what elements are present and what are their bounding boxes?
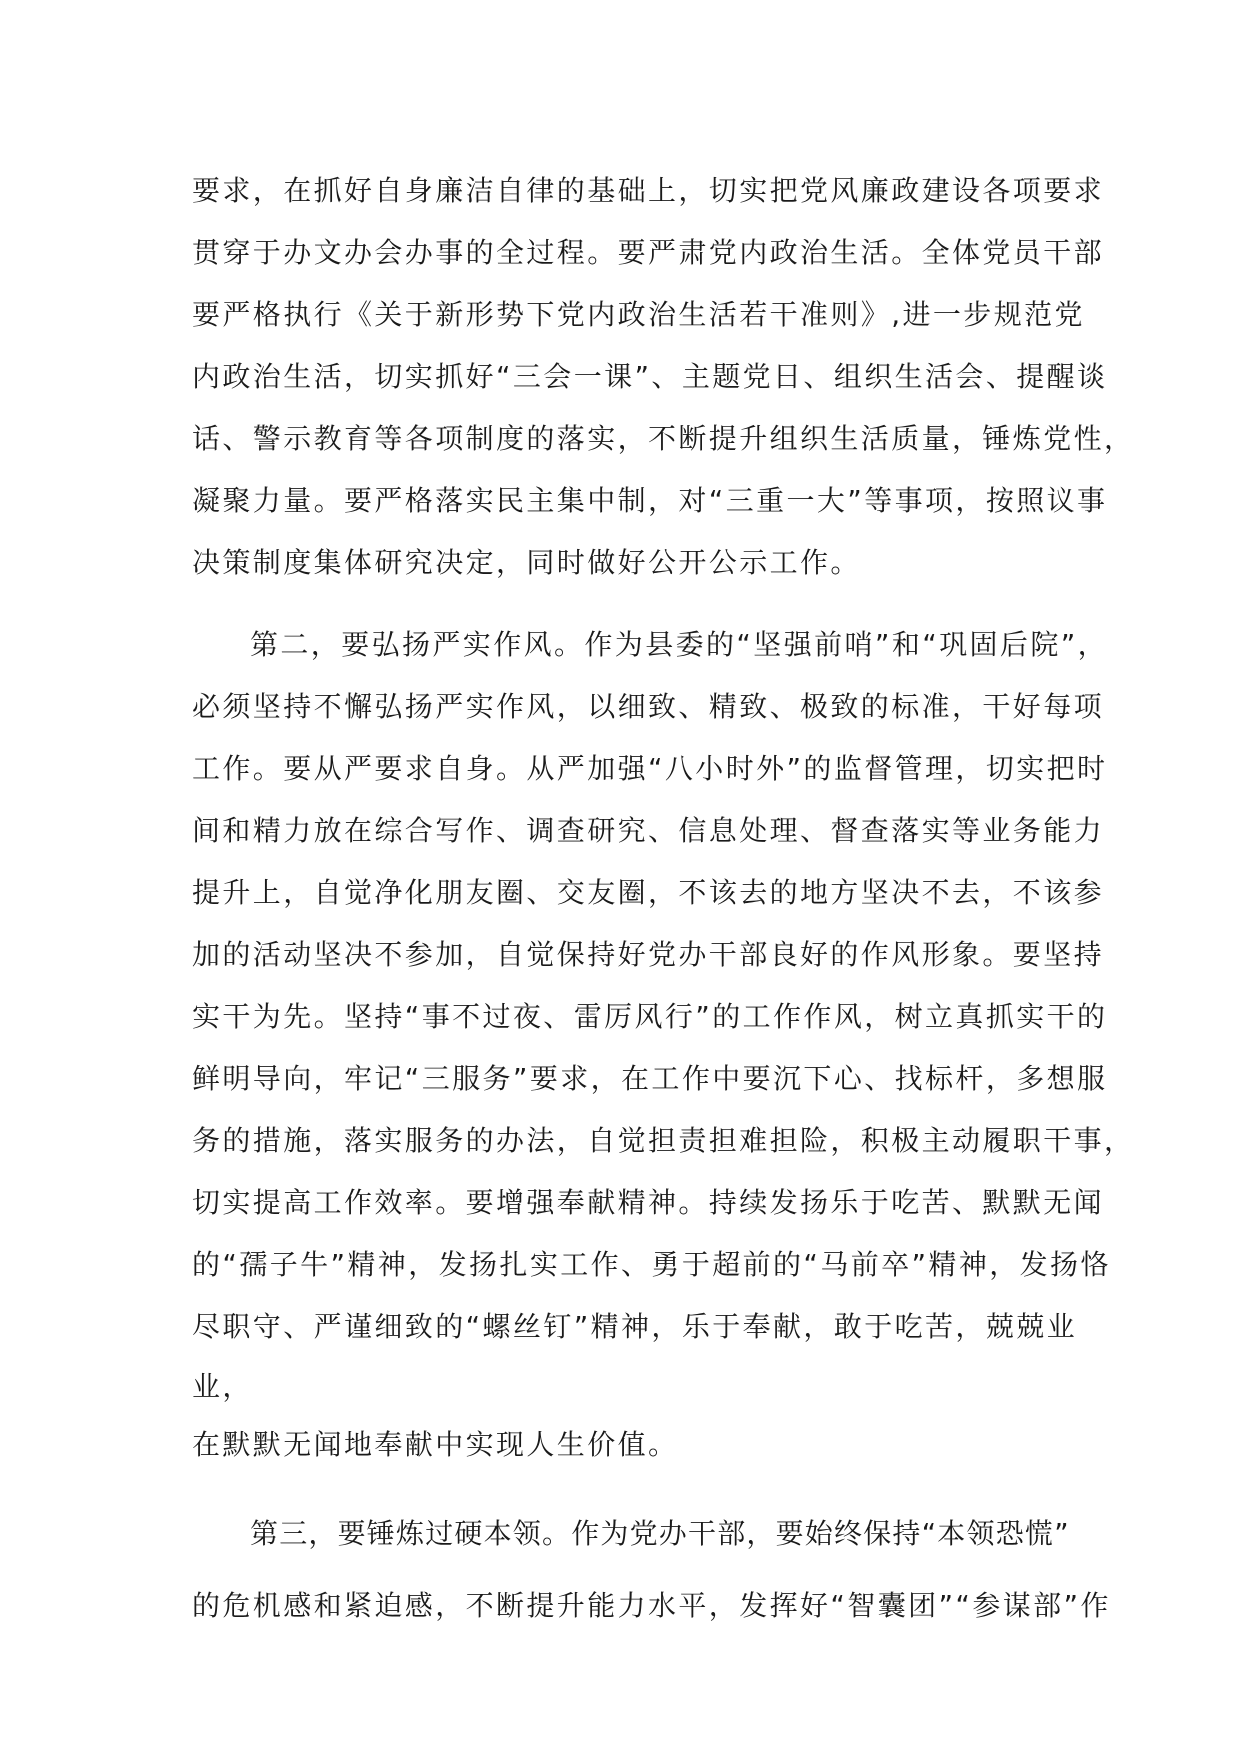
text-line: 的“孺子牛”精神，发扬扎实工作、勇于超前的“马前卒”精神，发扬恪 [192,1248,1111,1281]
paragraph [192,1498,1111,1642]
text-line: 的危机感和紧迫感，不断提升能力水平，发挥好“智囊团”“参谋部”作 [192,1589,1111,1622]
text-line: 在默默无闻地奉献中实现人生价值。 [192,1428,679,1461]
text-line: 工作。要从严要求自身。从严加强“八小时外”的监督管理，切实把时 [192,752,1108,785]
text-line: 必须坚持不懈弘扬严实作风，以细致、精致、极致的标准，干好每项 [192,690,1105,723]
text-line: 话、警示教育等各项制度的落实，不断提升组织生活质量，锤炼党性， [192,422,1135,455]
text-line: 提升上，自觉净化朋友圈、交友圈，不该去的地方坚决不去，不该参 [192,876,1105,909]
text-line: 贯穿于办文办会办事的全过程。要严肃党内政治生活。全体党员干部 [192,236,1105,269]
text-line: 决策制度集体研究决定，同时做好公开公示工作。 [192,546,861,579]
paragraph [192,160,1135,594]
text-line: 实干为先。坚持“事不过夜、雷厉风行”的工作作风，树立真抓实干的 [192,1000,1108,1033]
text-line: 鲜明导向，牢记“三服务”要求，在工作中要沉下心、找标杆，多想服 [192,1062,1108,1095]
text-line: 务的措施，落实服务的办法，自觉担责担难担险，积极主动履职干事， [192,1124,1135,1157]
paragraph [192,614,1135,1474]
document-body [192,160,1135,1642]
text-line: 加的活动坚决不参加，自觉保持好党办干部良好的作风形象。要坚持 [192,938,1105,971]
text-line: 间和精力放在综合写作、调查研究、信息处理、督查落实等业务能力 [192,814,1105,847]
text-line: 凝聚力量。要严格落实民主集中制，对“三重一大”等事项，按照议事 [192,484,1108,517]
text-line: 第三，要锤炼过硬本领。作为党办干部，要始终保持“本领恐慌” [250,1517,1070,1550]
text-line: 内政治生活，切实抓好“三会一课”、主题党日、组织生活会、提醒谈 [192,360,1108,393]
text-line: 尽职守、严谨细致的“螺丝钉”精神，乐于奉献，敢于吃苦，兢兢业 [192,1310,1078,1343]
text-line: 要严格执行《关于新形势下党内政治生活若干准则》,进一步规范党 [192,298,1085,331]
text-line: 要求，在抓好自身廉洁自律的基础上，切实把党风廉政建设各项要求 [192,174,1105,207]
text-line: 业， [192,1370,253,1403]
text-line: 切实提高工作效率。要增强奉献精神。持续发扬乐于吃苦、默默无闻 [192,1186,1105,1219]
text-line: 第二，要弘扬严实作风。作为县委的“坚强前哨”和“巩固后院”， [250,628,1109,661]
